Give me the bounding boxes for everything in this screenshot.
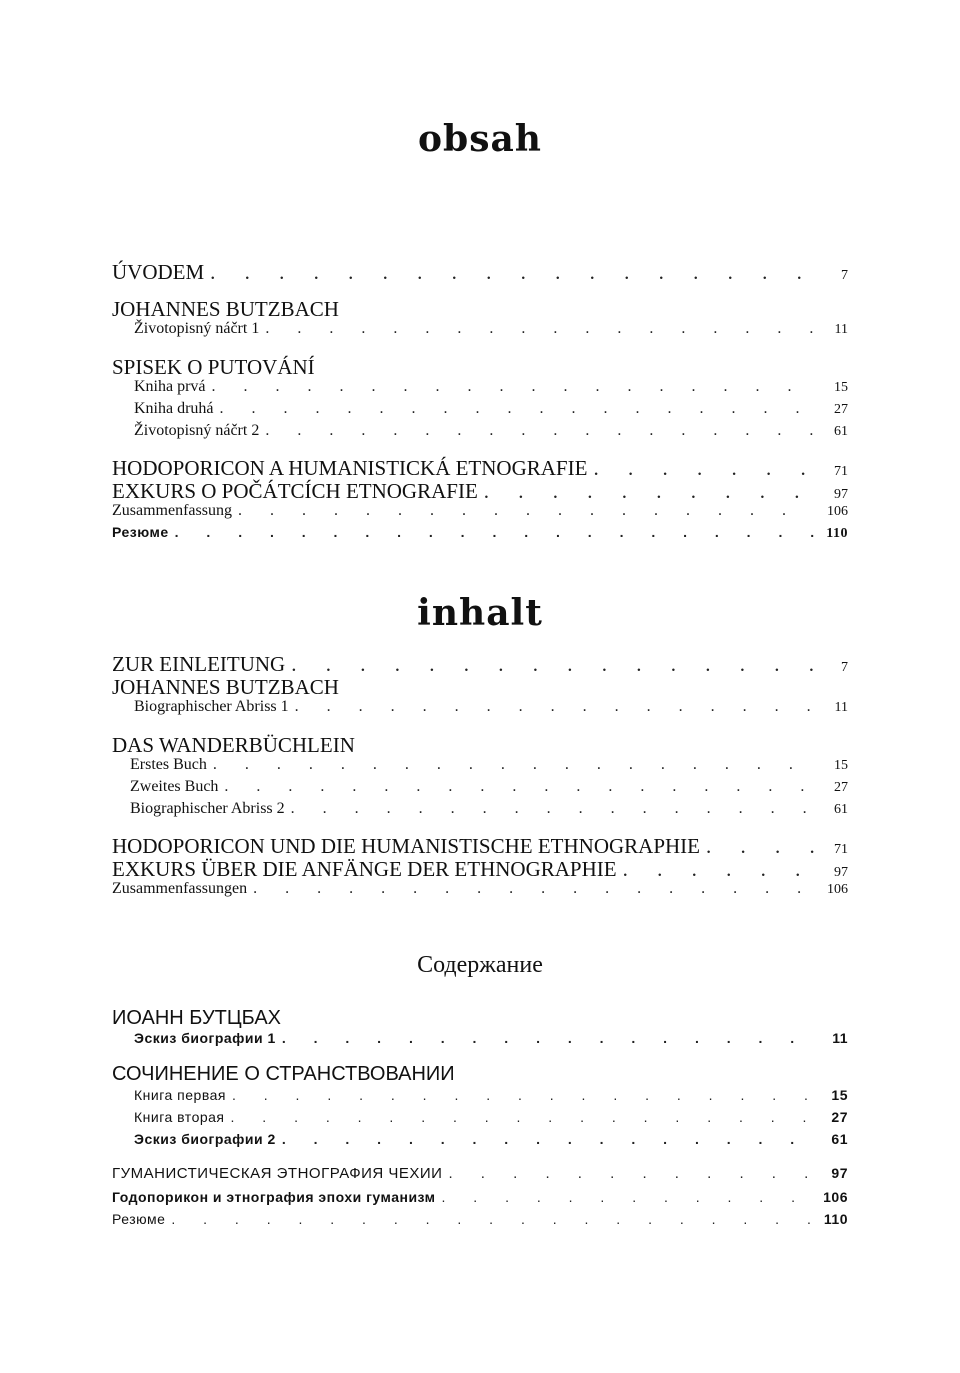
toc-entry-label: ГУМАНИСТИЧЕСКАЯ ЭТНОГРАФИЯ ЧЕХИИ (112, 1165, 443, 1182)
toc-entry-page: 106 (827, 504, 848, 519)
leader-dots (442, 1189, 814, 1205)
toc-entry[interactable] (134, 698, 848, 716)
toc-entry-label: Годопорикон и этнография эпохи гуманизм (112, 1189, 436, 1205)
toc-entry-page: 15 (834, 758, 848, 773)
toc-entry-page: 97 (831, 1165, 848, 1181)
leader-dots (291, 652, 814, 677)
toc-entry-label: Эскиз биографии 1 (134, 1030, 276, 1046)
toc-entry[interactable] (112, 652, 848, 677)
toc-entry-label: Zusammenfassung (112, 502, 232, 519)
toc-entry-page: 11 (834, 700, 848, 715)
toc-heading: ИОАНН БУТЦБАХ (112, 1007, 282, 1029)
section-title-inhalt: inhalt (417, 592, 543, 634)
toc-entry-page: 71 (834, 842, 848, 857)
toc-entry[interactable] (112, 1211, 848, 1227)
leader-dots (220, 400, 814, 418)
toc-entry-label: Zweites Buch (130, 778, 219, 795)
toc-entry-label: HODOPORICON A HUMANISTICKÁ ETNOGRAFIE (112, 456, 588, 480)
toc-entry-label: Резюме (112, 524, 169, 540)
toc-entry[interactable] (134, 1131, 848, 1147)
toc-entry[interactable] (112, 1189, 848, 1205)
toc-entry[interactable] (112, 880, 848, 898)
toc-heading: СОЧИНЕНИЕ О СТРАНСТВОВАНИИ (112, 1063, 455, 1085)
toc-entry[interactable] (130, 778, 848, 796)
leader-dots (213, 756, 814, 774)
leader-dots (623, 857, 814, 882)
toc-entry-page: 7 (841, 660, 848, 675)
toc-entry[interactable] (112, 834, 848, 859)
toc-entry-page: 71 (834, 464, 848, 479)
toc-entry[interactable] (134, 378, 848, 396)
leader-dots (282, 1030, 814, 1046)
toc-entry-label: Zusammenfassungen (112, 880, 248, 897)
toc-entry-label: Životopisný náčrt 1 (134, 320, 260, 337)
toc-entry[interactable] (112, 260, 848, 285)
toc-entry[interactable] (112, 456, 848, 481)
toc-entry-page: 27 (834, 780, 848, 795)
toc-entry-label: Biographischer Abriss 2 (130, 800, 285, 817)
toc-entry-label: Книга вторая (134, 1109, 225, 1125)
toc-heading: DAS WANDERBÜCHLEIN (112, 733, 355, 757)
toc-entry-page: 27 (831, 1109, 848, 1125)
leader-dots (175, 524, 814, 540)
toc-entry-label: Erstes Buch (130, 756, 207, 773)
toc-entry[interactable] (134, 1109, 848, 1125)
toc-entry[interactable] (130, 756, 848, 774)
toc-entry-label: Эскиз биографии 2 (134, 1131, 276, 1147)
leader-dots (291, 800, 814, 818)
leader-dots (253, 880, 814, 898)
toc-entry-label: Резюме (112, 1211, 166, 1227)
leader-dots (484, 479, 814, 504)
toc-entry-label: EXKURS ÜBER DIE ANFÄNGE DER ETHNOGRAPHIE (112, 857, 617, 881)
leader-dots (265, 320, 814, 338)
toc-entry[interactable] (112, 479, 848, 504)
toc-entry-page: 15 (831, 1087, 848, 1103)
toc-entry-page: 61 (834, 802, 848, 817)
leader-dots (593, 456, 814, 481)
toc-entry-label: Kniha prvá (134, 378, 206, 395)
section-title-soderzhanie: Содержание (417, 952, 543, 978)
toc-entry-label: EXKURS O POČÁTCÍCH ETNOGRAFIE (112, 479, 478, 503)
leader-dots (212, 378, 814, 396)
leader-dots (224, 778, 814, 796)
section-title-obsah: obsah (418, 118, 542, 160)
toc-entry-page: 110 (823, 1211, 848, 1227)
toc-entry-label: Kniha druhá (134, 400, 214, 417)
toc-entry-page: 27 (834, 402, 848, 417)
toc-entry[interactable] (112, 857, 848, 882)
toc-heading: JOHANNES BUTZBACH (112, 675, 339, 699)
toc-entry-label: Книга первая (134, 1087, 226, 1103)
toc-entry-page: 61 (831, 1131, 848, 1147)
toc-entry[interactable] (134, 1030, 848, 1046)
toc-entry-label: Životopisný náčrt 2 (134, 422, 260, 439)
toc-entry[interactable] (134, 400, 848, 418)
toc-entry-label: ZUR EINLEITUNG (112, 652, 286, 676)
leader-dots (232, 1087, 814, 1103)
toc-entry-page: 61 (834, 424, 848, 439)
toc-entry-page: 7 (841, 268, 848, 283)
toc-entry-label: ÚVODEM (112, 260, 205, 284)
leader-dots (238, 502, 814, 520)
leader-dots (706, 834, 814, 859)
toc-heading: JOHANNES BUTZBACH (112, 297, 339, 321)
leader-dots (448, 1165, 814, 1182)
toc-entry-page: 11 (834, 322, 848, 337)
toc-entry[interactable] (134, 1087, 848, 1103)
leader-dots (231, 1109, 814, 1125)
leader-dots (282, 1131, 814, 1147)
toc-entry-page: 106 (827, 882, 848, 897)
toc-entry-label: HODOPORICON UND DIE HUMANISTISCHE ETHNOGRAPHIE (112, 834, 700, 858)
toc-entry[interactable] (112, 1165, 848, 1182)
toc-heading: SPISEK O PUTOVÁNÍ (112, 355, 315, 379)
toc-entry[interactable] (130, 800, 848, 818)
toc-entry-page: 106 (823, 1189, 848, 1205)
toc-entry-page: 15 (834, 380, 848, 395)
toc-entry-page: 97 (834, 865, 848, 880)
toc-entry[interactable] (134, 422, 848, 440)
toc-entry-page: 97 (834, 487, 848, 502)
leader-dots (171, 1211, 814, 1227)
toc-entry[interactable] (134, 320, 848, 338)
toc-entry-page: 110 (826, 526, 848, 541)
leader-dots (210, 260, 814, 285)
toc-entry[interactable] (112, 524, 848, 542)
leader-dots (295, 698, 814, 716)
toc-entry[interactable] (112, 502, 848, 520)
leader-dots (265, 422, 814, 440)
toc-entry-page: 11 (832, 1030, 848, 1046)
toc-entry-label: Biographischer Abriss 1 (134, 698, 289, 715)
